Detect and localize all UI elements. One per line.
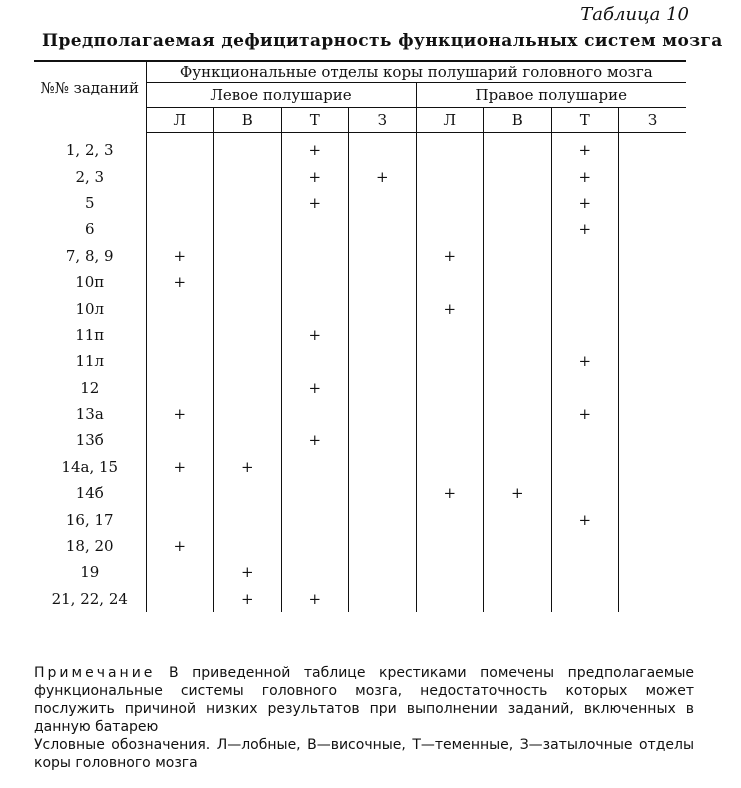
column-header: З [619, 108, 687, 133]
mark-cell: + [214, 454, 282, 480]
mark-cell [551, 322, 619, 348]
mark-cell [619, 375, 687, 401]
table-row [34, 586, 686, 612]
table-row [34, 243, 686, 269]
mark-cell [416, 190, 484, 216]
table-row [34, 427, 686, 453]
table-row [34, 348, 686, 374]
mark-cell [349, 322, 417, 348]
mark-cell [484, 243, 552, 269]
mark-cell [214, 295, 282, 321]
mark-cell [146, 586, 214, 612]
task-number-header: №№ заданий [34, 61, 146, 133]
mark-cell [214, 401, 282, 427]
mark-cell: + [281, 322, 349, 348]
mark-cell: + [281, 133, 349, 164]
mark-cell [619, 401, 687, 427]
right-hemisphere-header: Правое полушарие [416, 83, 686, 108]
mark-cell: + [484, 480, 552, 506]
mark-cell [619, 190, 687, 216]
mark-cell: + [281, 190, 349, 216]
mark-cell [214, 133, 282, 164]
mark-cell [484, 322, 552, 348]
column-header: З [349, 108, 417, 133]
mark-cell [349, 454, 417, 480]
mark-cell [484, 586, 552, 612]
table-title: Предполагаемая дефицитарность функциональных систем мозга [42, 31, 723, 51]
mark-cell [551, 295, 619, 321]
mark-cell [551, 480, 619, 506]
mark-cell [484, 454, 552, 480]
mark-cell [416, 163, 484, 189]
mark-cell [619, 506, 687, 532]
table-row [34, 533, 686, 559]
mark-cell [551, 586, 619, 612]
column-header: Т [281, 108, 349, 133]
mark-cell [619, 454, 687, 480]
mark-cell [214, 190, 282, 216]
mark-cell [349, 586, 417, 612]
mark-cell [416, 506, 484, 532]
mark-cell [146, 506, 214, 532]
mark-cell [214, 533, 282, 559]
table-row [34, 133, 686, 164]
mark-cell [416, 216, 484, 242]
mark-cell [416, 375, 484, 401]
mark-cell [214, 243, 282, 269]
mark-cell: + [214, 586, 282, 612]
mark-cell [551, 243, 619, 269]
note-text: В приведенной таблице крестиками помечены предполагаемые функциональные системы головного мозга, недостаточность которых может послужить причиной низких результатов при выполнении заданий, включенных в данную батарею [34, 665, 695, 735]
mark-cell [551, 427, 619, 453]
mark-cell [484, 269, 552, 295]
task-label: 11п [34, 322, 146, 348]
mark-cell [619, 348, 687, 374]
mark-cell [281, 401, 349, 427]
mark-cell: + [146, 533, 214, 559]
mark-cell [349, 216, 417, 242]
table-row [34, 506, 686, 532]
column-header: Т [551, 108, 619, 133]
mark-cell: + [551, 163, 619, 189]
mark-cell: + [281, 427, 349, 453]
task-label: 21, 22, 24 [34, 586, 146, 612]
task-label: 6 [34, 216, 146, 242]
table-row [34, 163, 686, 189]
mark-cell: + [281, 586, 349, 612]
mark-cell: + [281, 163, 349, 189]
mark-cell [349, 190, 417, 216]
mark-cell [146, 163, 214, 189]
mark-cell [146, 559, 214, 585]
mark-cell [146, 427, 214, 453]
mark-cell [484, 348, 552, 374]
mark-cell [416, 133, 484, 164]
table-row [34, 454, 686, 480]
mark-cell [619, 480, 687, 506]
mark-cell [484, 295, 552, 321]
mark-cell [281, 243, 349, 269]
task-label: 10п [34, 269, 146, 295]
mark-cell [619, 427, 687, 453]
mark-cell [281, 480, 349, 506]
mark-cell [349, 559, 417, 585]
mark-cell [416, 533, 484, 559]
mark-cell [619, 295, 687, 321]
task-label: 2, 3 [34, 163, 146, 189]
mark-cell [349, 533, 417, 559]
mark-cell: + [349, 163, 417, 189]
mark-cell: + [146, 269, 214, 295]
table-row [34, 375, 686, 401]
mark-cell [214, 506, 282, 532]
mark-cell [484, 133, 552, 164]
mark-cell [551, 375, 619, 401]
mark-cell [281, 348, 349, 374]
mark-cell: + [551, 348, 619, 374]
mark-cell [146, 295, 214, 321]
deficit-table [34, 60, 686, 612]
task-label: 14б [34, 480, 146, 506]
mark-cell [484, 216, 552, 242]
mark-cell [214, 348, 282, 374]
mark-cell [281, 454, 349, 480]
mark-cell [349, 295, 417, 321]
mark-cell: + [551, 190, 619, 216]
table-row [34, 480, 686, 506]
mark-cell [214, 375, 282, 401]
left-hemisphere-header: Левое полушарие [146, 83, 416, 108]
column-header: В [214, 108, 282, 133]
table-row [34, 322, 686, 348]
legend-text: Условные обозначения. Л—лобные, В—височные, Т—теменные, З—затылочные отделы коры головного мозга [34, 737, 694, 771]
mark-cell: + [416, 480, 484, 506]
mark-cell [146, 322, 214, 348]
task-label: 16, 17 [34, 506, 146, 532]
mark-cell [416, 427, 484, 453]
mark-cell [619, 533, 687, 559]
mark-cell [619, 269, 687, 295]
mark-cell: + [281, 375, 349, 401]
task-label: 11л [34, 348, 146, 374]
mark-cell: + [146, 401, 214, 427]
mark-cell [146, 216, 214, 242]
mark-cell [349, 506, 417, 532]
mark-cell [551, 269, 619, 295]
mark-cell [214, 480, 282, 506]
mark-cell: + [551, 506, 619, 532]
mark-cell [349, 427, 417, 453]
cortex-sections-header: Функциональные отделы коры полушарий головного мозга [146, 61, 686, 83]
mark-cell [484, 190, 552, 216]
mark-cell [214, 427, 282, 453]
mark-cell [619, 163, 687, 189]
mark-cell: + [551, 216, 619, 242]
mark-cell [214, 322, 282, 348]
mark-cell [214, 269, 282, 295]
task-label: 18, 20 [34, 533, 146, 559]
mark-cell [281, 269, 349, 295]
note-paragraph [34, 664, 694, 736]
mark-cell [484, 163, 552, 189]
mark-cell [619, 586, 687, 612]
task-label: 14а, 15 [34, 454, 146, 480]
mark-cell [214, 163, 282, 189]
mark-cell [484, 506, 552, 532]
mark-cell [146, 190, 214, 216]
mark-cell [349, 133, 417, 164]
column-header: Л [146, 108, 214, 133]
mark-cell [416, 322, 484, 348]
mark-cell [146, 375, 214, 401]
table-row [34, 401, 686, 427]
mark-cell [349, 480, 417, 506]
mark-cell [349, 269, 417, 295]
mark-cell [619, 133, 687, 164]
task-label: 13а [34, 401, 146, 427]
table-body [34, 133, 686, 613]
mark-cell [214, 216, 282, 242]
mark-cell [551, 559, 619, 585]
mark-cell: + [416, 295, 484, 321]
mark-cell [349, 348, 417, 374]
table-row [34, 216, 686, 242]
mark-cell [484, 401, 552, 427]
mark-cell [281, 533, 349, 559]
task-label: 1, 2, 3 [34, 133, 146, 164]
mark-cell: + [551, 133, 619, 164]
table-row [34, 559, 686, 585]
table-row [34, 190, 686, 216]
mark-cell [416, 454, 484, 480]
mark-cell [349, 243, 417, 269]
mark-cell [146, 348, 214, 374]
mark-cell [484, 559, 552, 585]
mark-cell: + [416, 243, 484, 269]
mark-cell [551, 533, 619, 559]
mark-cell [484, 375, 552, 401]
mark-cell [349, 401, 417, 427]
mark-cell [416, 559, 484, 585]
table-note [34, 664, 694, 772]
mark-cell [281, 295, 349, 321]
column-header: Л [416, 108, 484, 133]
task-label: 10л [34, 295, 146, 321]
task-label: 12 [34, 375, 146, 401]
task-label: 19 [34, 559, 146, 585]
column-header: В [484, 108, 552, 133]
mark-cell [281, 216, 349, 242]
mark-cell [146, 480, 214, 506]
mark-cell [619, 559, 687, 585]
mark-cell [484, 427, 552, 453]
table-row [34, 269, 686, 295]
mark-cell [416, 348, 484, 374]
task-label: 7, 8, 9 [34, 243, 146, 269]
mark-cell: + [214, 559, 282, 585]
mark-cell [416, 401, 484, 427]
mark-cell [551, 454, 619, 480]
mark-cell [349, 375, 417, 401]
mark-cell [484, 533, 552, 559]
mark-cell [281, 559, 349, 585]
mark-cell [619, 243, 687, 269]
mark-cell: + [146, 454, 214, 480]
mark-cell: + [551, 401, 619, 427]
note-lead: Примечание [34, 665, 156, 681]
mark-cell [619, 322, 687, 348]
task-label: 13б [34, 427, 146, 453]
mark-cell [281, 506, 349, 532]
mark-cell [146, 133, 214, 164]
mark-cell [619, 216, 687, 242]
table-caption: Таблица 10 [580, 4, 689, 25]
mark-cell: + [146, 243, 214, 269]
mark-cell [416, 586, 484, 612]
table-row [34, 295, 686, 321]
mark-cell [416, 269, 484, 295]
task-label: 5 [34, 190, 146, 216]
